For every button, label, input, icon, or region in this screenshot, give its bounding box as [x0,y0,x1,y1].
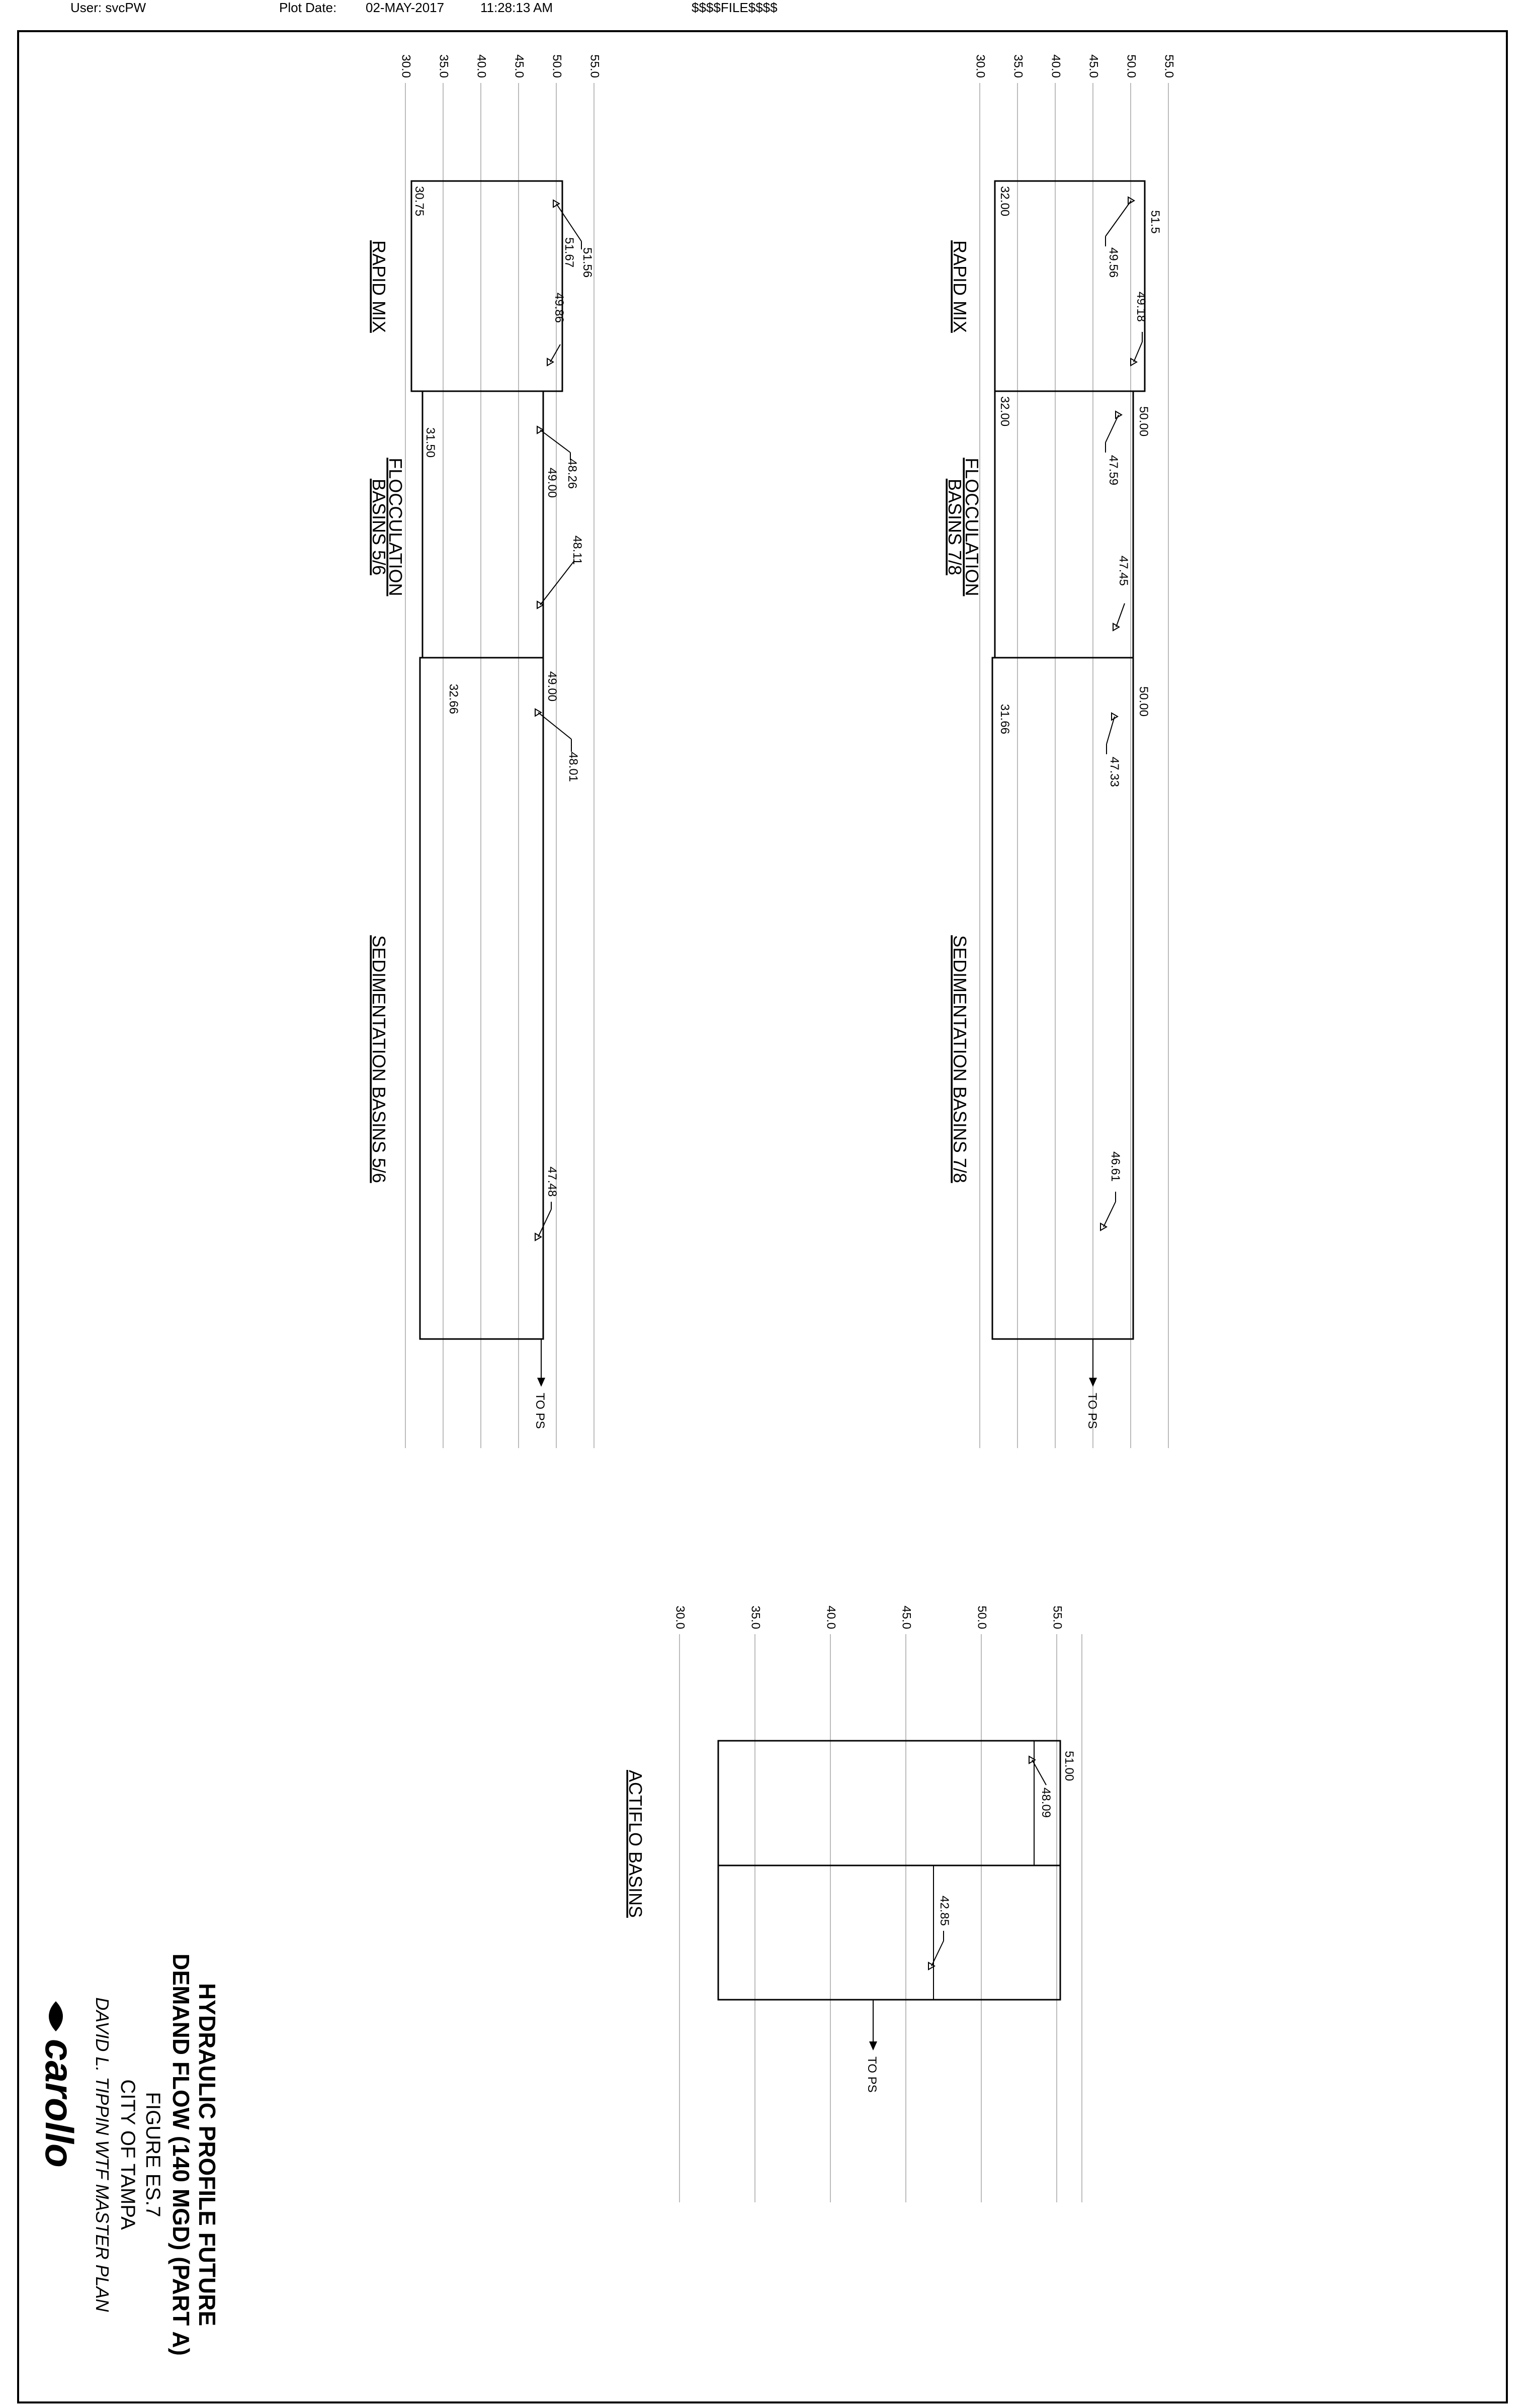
water-level-label: 46.61 [1109,1151,1122,1182]
outlet-label: TO PS [865,2057,879,2093]
rotated-drawing [37,54,1176,2356]
elev-label: 35.0 [748,1606,762,1629]
elevation-gridlines [680,1634,1082,2202]
elev-label: 40.0 [474,54,488,78]
outlet-label: TO PS [1085,1393,1099,1429]
water-level-label: 47.48 [545,1167,559,1197]
bottom-elevation: 30.75 [412,186,426,217]
top-elevation: 51.00 [1062,1751,1076,1781]
elev-label: 45.0 [512,54,526,78]
bottom-elevation: 32.00 [998,186,1011,217]
elev-label: 55.0 [587,54,602,78]
structure-name: ACTIFLO BASINS [625,1770,646,1918]
plot-date-label: Plot Date: [279,0,337,15]
elev-label: 30.0 [673,1606,687,1629]
top-elevation: 51.5 [1148,210,1162,234]
elev-label: 35.0 [437,54,451,78]
profile-basins-5-6 [369,54,602,1448]
figure-title-line2: DEMAND FLOW (140 MGD) (PART A) [168,1953,194,2356]
water-level-label: 49.56 [1107,247,1120,278]
title-block [37,1953,220,2356]
outlet-label: TO PS [533,1393,547,1429]
elev-label: 45.0 [899,1606,913,1629]
elev-label: 50.0 [1124,54,1138,78]
water-level-label: 48.11 [570,536,584,565]
sheet-border [18,31,1507,2402]
figure-number: FIGURE ES.7 [142,2092,164,2217]
outlet-arrow [533,1339,547,1429]
structure-flocculation-7-8 [945,391,1150,658]
elev-label: 50.0 [550,54,564,78]
structure-name: RAPID MIX [369,240,389,333]
structure-name: FLOCCULATION [385,458,406,596]
elevation-axis-labels [399,54,602,78]
structure-name: RAPID MIX [950,240,970,333]
bottom-elevation: 32.00 [998,396,1011,427]
water-level-label: 51.56 [580,247,594,278]
elevation-axis-labels [974,54,1176,78]
plot-file: $$$$FILE$$$$ [692,0,778,15]
outlet-arrow [865,2000,879,2093]
elev-label: 30.0 [973,54,987,78]
bottom-elevation: 31.66 [998,704,1011,735]
structure-name: BASINS 7/8 [945,478,965,576]
top-elevation: 50.00 [1137,686,1150,717]
elevation-gridlines [980,83,1168,1448]
top-elevation: 50.00 [1137,406,1150,437]
plot-date: 02-MAY-2017 [366,0,445,15]
elev-label: 40.0 [1049,54,1063,78]
water-level-label: 48.01 [566,752,580,782]
water-level-label: 48.26 [565,459,579,489]
elev-label: 45.0 [1086,54,1100,78]
elev-label: 50.0 [975,1606,989,1629]
project-name: DAVID L. TIPPIN WTF MASTER PLAN [92,1997,113,2312]
water-level-label: 49.18 [1134,292,1148,322]
top-elevation: 49.00 [545,671,559,702]
elev-label: 35.0 [1011,54,1025,78]
structure-sedimentation-5-6 [369,658,580,1339]
outlet-arrow [1085,1339,1099,1429]
logo-text: carollo [37,2039,81,2168]
elev-label: 40.0 [824,1606,838,1629]
water-level-label: 42.85 [938,1896,951,1926]
profile-basins-7-8 [945,54,1176,1448]
structure-name: FLOCCULATION [962,458,982,596]
elev-label: 30.0 [399,54,413,78]
water-level-label: 47.33 [1108,757,1121,787]
top-elevation: 49.00 [545,468,559,498]
structure-flocculation-5-6 [369,391,584,658]
plot-time: 11:28:13 AM [480,0,553,15]
figure-title-line1: HYDRAULIC PROFILE FUTURE [194,1983,220,2327]
water-level-label: 47.59 [1107,455,1120,486]
structure-name: SEDIMENTATION BASINS 5/6 [369,935,389,1183]
water-level-label: 47.45 [1117,556,1130,586]
structure-actiflo-basins [625,1741,1076,2000]
water-level-label: 48.09 [1039,1788,1053,1818]
top-elevation: 51.67 [562,237,576,268]
structure-name: BASINS 5/6 [369,478,389,576]
elev-label: 55.0 [1050,1606,1064,1629]
structure-name: SEDIMENTATION BASINS 7/8 [950,935,970,1183]
elev-label: 55.0 [1162,54,1176,78]
bottom-elevation: 32.66 [447,684,460,715]
profile-actiflo [625,1606,1082,2202]
carollo-logo [37,2001,81,2168]
elevation-axis-labels [673,1606,1064,1629]
water-level-label: 49.86 [552,293,566,323]
elevation-gridlines [405,83,594,1448]
bottom-elevation: 31.50 [423,427,437,458]
plot-user: User: svcPW [70,0,146,15]
client-name: CITY OF TAMPA [117,2079,139,2230]
